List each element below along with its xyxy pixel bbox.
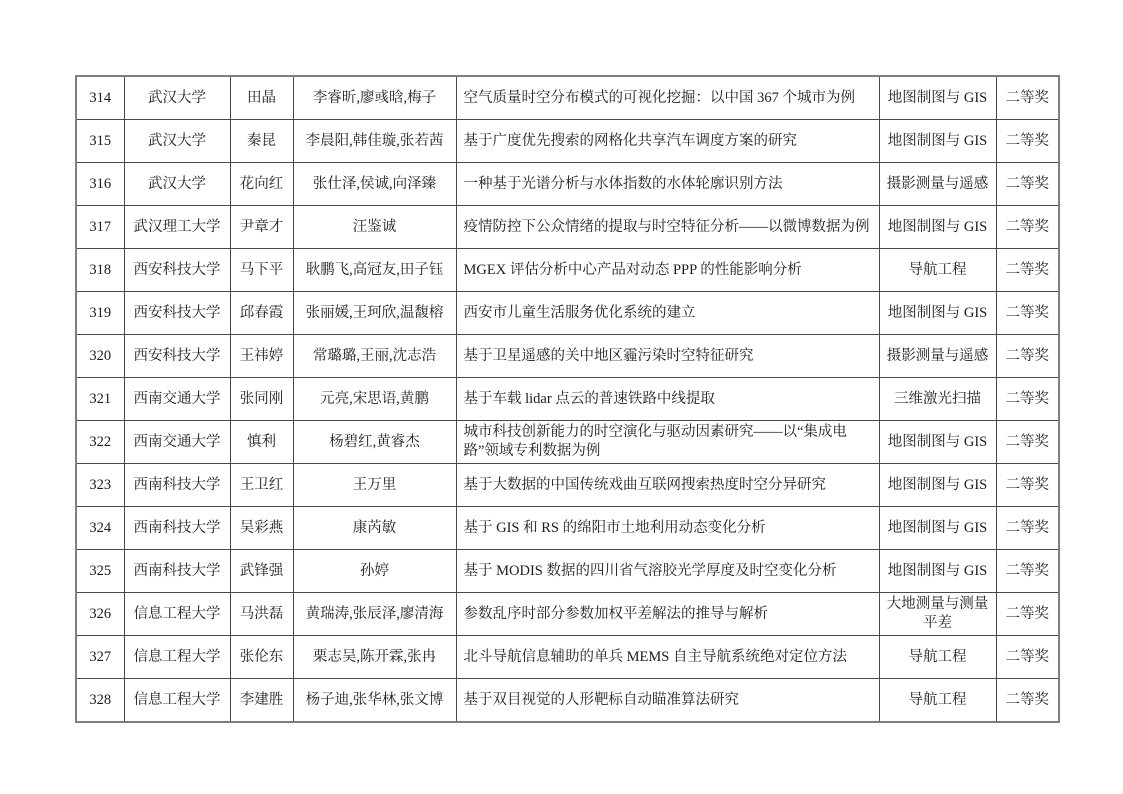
university-cell: 西安科技大学 — [124, 249, 230, 292]
table-row — [76, 249, 1059, 292]
project-title-cell: 基于大数据的中国传统戏曲互联网搜索热度时空分异研究 — [456, 464, 879, 507]
university-cell: 武汉理工大学 — [124, 206, 230, 249]
project-title-cell: 西安市儿童生活服务优化系统的建立 — [456, 292, 879, 335]
category-cell: 大地测量与测量平差 — [879, 593, 996, 636]
award-level-cell: 二等奖 — [996, 421, 1059, 464]
category-cell: 地图制图与 GIS — [879, 550, 996, 593]
table-row — [76, 550, 1059, 593]
team-leader-cell: 秦昆 — [230, 120, 293, 163]
table-row — [76, 120, 1059, 163]
team-members-cell: 黄瑞涛,张辰泽,廖清海 — [293, 593, 456, 636]
project-title-cell: 基于 MODIS 数据的四川省气溶胶光学厚度及时空变化分析 — [456, 550, 879, 593]
university-cell: 西南交通大学 — [124, 378, 230, 421]
category-cell: 三维激光扫描 — [879, 378, 996, 421]
category-cell: 摄影测量与遥感 — [879, 335, 996, 378]
project-title-cell: 基于广度优先搜索的网格化共享汽车调度方案的研究 — [456, 120, 879, 163]
team-leader-cell: 武锋强 — [230, 550, 293, 593]
table-row — [76, 206, 1059, 249]
project-title-cell: 参数乱序时部分参数加权平差解法的推导与解析 — [456, 593, 879, 636]
team-leader-cell: 马洪磊 — [230, 593, 293, 636]
project-title-cell: 一种基于光谱分析与水体指数的水体轮廓识别方法 — [456, 163, 879, 206]
table-row — [76, 421, 1059, 464]
university-cell: 武汉大学 — [124, 120, 230, 163]
table-row — [76, 335, 1059, 378]
category-cell: 地图制图与 GIS — [879, 421, 996, 464]
team-leader-cell: 吴彩燕 — [230, 507, 293, 550]
project-title-cell: 基于 GIS 和 RS 的绵阳市土地利用动态变化分析 — [456, 507, 879, 550]
university-cell: 武汉大学 — [124, 163, 230, 206]
team-members-cell: 栗志吴,陈开霖,张冉 — [293, 636, 456, 679]
team-members-cell: 康芮敏 — [293, 507, 456, 550]
table-row — [76, 163, 1059, 206]
award-level-cell: 二等奖 — [996, 550, 1059, 593]
award-level-cell: 二等奖 — [996, 163, 1059, 206]
university-cell: 西安科技大学 — [124, 335, 230, 378]
row-number-cell: 321 — [76, 378, 124, 421]
award-level-cell: 二等奖 — [996, 464, 1059, 507]
table-row — [76, 593, 1059, 636]
team-members-cell: 杨碧红,黄睿杰 — [293, 421, 456, 464]
table-row — [76, 636, 1059, 679]
award-table — [75, 75, 1060, 723]
row-number-cell: 324 — [76, 507, 124, 550]
award-level-cell: 二等奖 — [996, 679, 1059, 723]
category-cell: 导航工程 — [879, 249, 996, 292]
team-members-cell: 李睿昕,廖彧晗,梅子 — [293, 76, 456, 120]
university-cell: 信息工程大学 — [124, 636, 230, 679]
row-number-cell: 318 — [76, 249, 124, 292]
category-cell: 地图制图与 GIS — [879, 464, 996, 507]
row-number-cell: 319 — [76, 292, 124, 335]
team-members-cell: 耿鹏飞,高冠友,田子钰 — [293, 249, 456, 292]
team-members-cell: 元亮,宋思语,黄鹏 — [293, 378, 456, 421]
row-number-cell: 317 — [76, 206, 124, 249]
row-number-cell: 327 — [76, 636, 124, 679]
table-row — [76, 464, 1059, 507]
award-level-cell: 二等奖 — [996, 593, 1059, 636]
university-cell: 信息工程大学 — [124, 593, 230, 636]
award-level-cell: 二等奖 — [996, 120, 1059, 163]
row-number-cell: 322 — [76, 421, 124, 464]
category-cell: 导航工程 — [879, 679, 996, 723]
row-number-cell: 316 — [76, 163, 124, 206]
award-table-body — [76, 76, 1059, 722]
university-cell: 信息工程大学 — [124, 679, 230, 723]
team-leader-cell: 邱春霞 — [230, 292, 293, 335]
category-cell: 地图制图与 GIS — [879, 292, 996, 335]
award-level-cell: 二等奖 — [996, 636, 1059, 679]
team-members-cell: 孙婷 — [293, 550, 456, 593]
university-cell: 武汉大学 — [124, 76, 230, 120]
row-number-cell: 315 — [76, 120, 124, 163]
team-members-cell: 常璐璐,王丽,沈志浩 — [293, 335, 456, 378]
project-title-cell: 城市科技创新能力的时空演化与驱动因素研究——以“集成电路”领域专利数据为例 — [456, 421, 879, 464]
category-cell: 地图制图与 GIS — [879, 76, 996, 120]
team-leader-cell: 张伦东 — [230, 636, 293, 679]
row-number-cell: 323 — [76, 464, 124, 507]
project-title-cell: 基于双目视觉的人形靶标自动瞄准算法研究 — [456, 679, 879, 723]
team-members-cell: 张丽媛,王珂欣,温馥榕 — [293, 292, 456, 335]
award-level-cell: 二等奖 — [996, 76, 1059, 120]
team-members-cell: 张仕泽,侯诚,向泽臻 — [293, 163, 456, 206]
row-number-cell: 320 — [76, 335, 124, 378]
row-number-cell: 325 — [76, 550, 124, 593]
project-title-cell: 基于车载 lidar 点云的普速铁路中线提取 — [456, 378, 879, 421]
project-title-cell: 北斗导航信息辅助的单兵 MEMS 自主导航系统绝对定位方法 — [456, 636, 879, 679]
university-cell: 西南科技大学 — [124, 464, 230, 507]
category-cell: 地图制图与 GIS — [879, 206, 996, 249]
project-title-cell: 基于卫星遥感的关中地区霾污染时空特征研究 — [456, 335, 879, 378]
category-cell: 导航工程 — [879, 636, 996, 679]
team-leader-cell: 王祎婷 — [230, 335, 293, 378]
award-level-cell: 二等奖 — [996, 206, 1059, 249]
row-number-cell: 326 — [76, 593, 124, 636]
team-leader-cell: 马下平 — [230, 249, 293, 292]
table-row — [76, 679, 1059, 723]
university-cell: 西安科技大学 — [124, 292, 230, 335]
row-number-cell: 314 — [76, 76, 124, 120]
team-leader-cell: 王卫红 — [230, 464, 293, 507]
team-leader-cell: 张同刚 — [230, 378, 293, 421]
award-level-cell: 二等奖 — [996, 507, 1059, 550]
table-row — [76, 76, 1059, 120]
team-members-cell: 汪鉴诚 — [293, 206, 456, 249]
team-leader-cell: 田晶 — [230, 76, 293, 120]
category-cell: 地图制图与 GIS — [879, 120, 996, 163]
team-leader-cell: 慎利 — [230, 421, 293, 464]
team-leader-cell: 尹章才 — [230, 206, 293, 249]
team-members-cell: 王万里 — [293, 464, 456, 507]
award-level-cell: 二等奖 — [996, 292, 1059, 335]
table-row — [76, 378, 1059, 421]
table-row — [76, 507, 1059, 550]
university-cell: 西南科技大学 — [124, 550, 230, 593]
project-title-cell: MGEX 评估分析中心产品对动态 PPP 的性能影响分析 — [456, 249, 879, 292]
category-cell: 摄影测量与遥感 — [879, 163, 996, 206]
university-cell: 西南科技大学 — [124, 507, 230, 550]
award-level-cell: 二等奖 — [996, 249, 1059, 292]
team-leader-cell: 花向红 — [230, 163, 293, 206]
award-level-cell: 二等奖 — [996, 335, 1059, 378]
project-title-cell: 疫情防控下公众情绪的提取与时空特征分析——以微博数据为例 — [456, 206, 879, 249]
project-title-cell: 空气质量时空分布模式的可视化挖掘：以中国 367 个城市为例 — [456, 76, 879, 120]
university-cell: 西南交通大学 — [124, 421, 230, 464]
category-cell: 地图制图与 GIS — [879, 507, 996, 550]
table-row — [76, 292, 1059, 335]
award-level-cell: 二等奖 — [996, 378, 1059, 421]
row-number-cell: 328 — [76, 679, 124, 723]
team-members-cell: 杨子迪,张华林,张文博 — [293, 679, 456, 723]
team-leader-cell: 李建胜 — [230, 679, 293, 723]
team-members-cell: 李晨阳,韩佳璇,张若茜 — [293, 120, 456, 163]
